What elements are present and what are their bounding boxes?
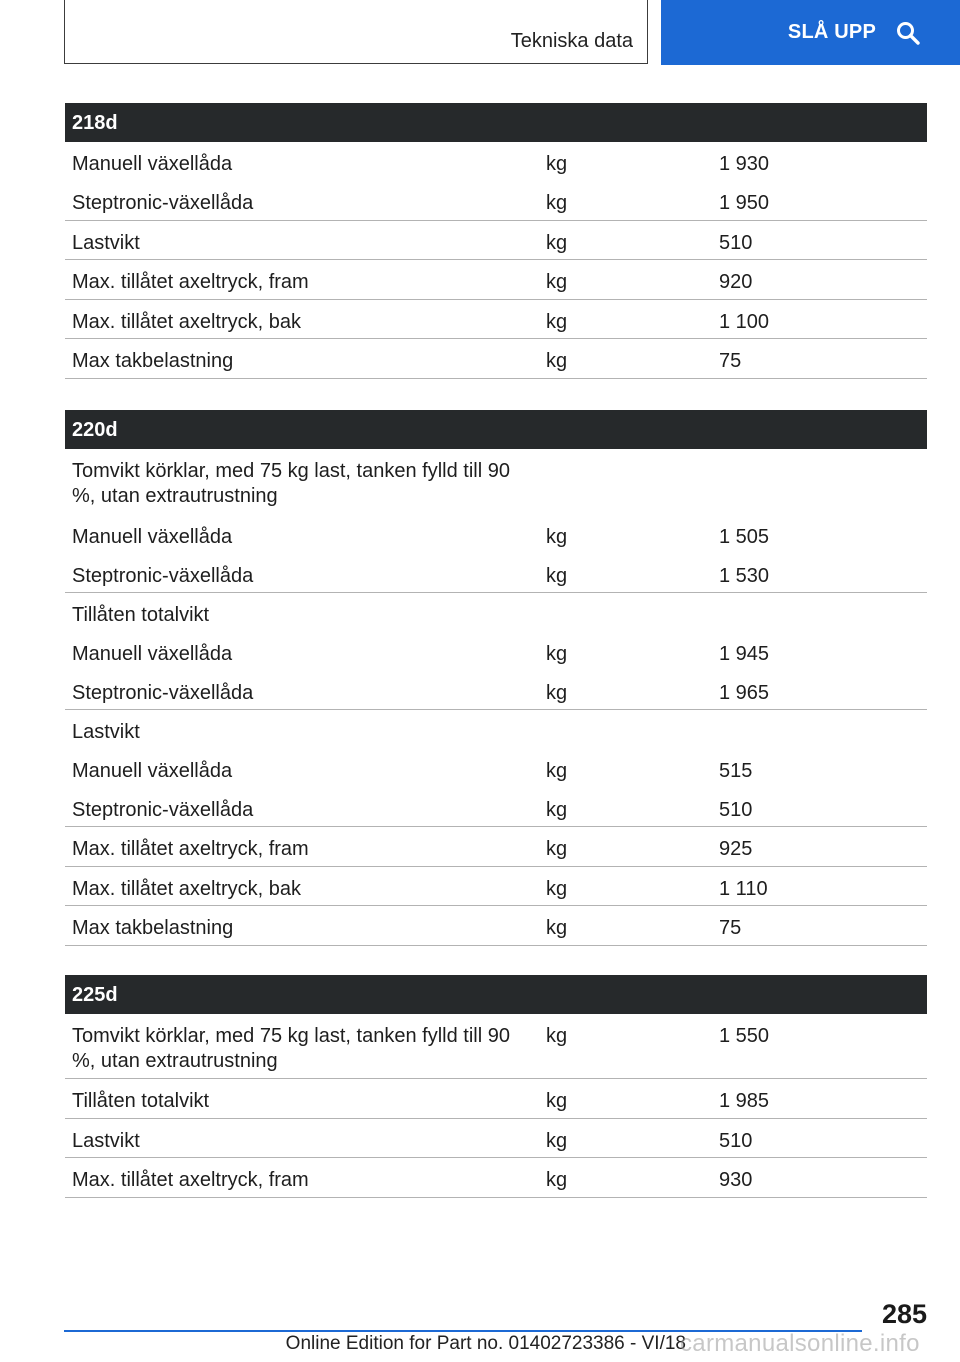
table-row xyxy=(65,867,927,906)
row-unit: kg xyxy=(546,682,568,704)
section-title: 225d xyxy=(65,975,927,1014)
row-value: 515 xyxy=(719,760,753,782)
row-label: Max takbelastning xyxy=(72,917,234,939)
row-label: Tillåten totalvikt xyxy=(72,604,210,626)
table-row xyxy=(65,260,927,300)
table-row xyxy=(65,339,927,379)
row-unit: kg xyxy=(546,311,568,333)
row-unit: kg xyxy=(546,565,568,587)
table-row xyxy=(65,142,927,181)
row-unit: kg xyxy=(546,1169,568,1191)
page-number: 285 xyxy=(882,1299,928,1329)
table-row xyxy=(65,710,927,749)
row-label: Manuell växellåda xyxy=(72,760,233,782)
row-value: 1 505 xyxy=(719,526,770,548)
watermark: carmanualsonline.info xyxy=(680,1330,920,1357)
table-row xyxy=(65,1158,927,1198)
row-label: Max. tillåtet axeltryck, fram xyxy=(72,271,309,293)
row-value: 930 xyxy=(719,1169,753,1191)
row-unit: kg xyxy=(546,153,568,175)
row-label: Max takbelastning xyxy=(72,350,234,372)
row-label: Tillåten totalvikt xyxy=(72,1090,210,1112)
row-unit: kg xyxy=(546,232,568,254)
table-row xyxy=(65,515,927,554)
row-unit: kg xyxy=(546,350,568,372)
row-unit: kg xyxy=(546,760,568,782)
row-unit: kg xyxy=(546,526,568,548)
table-row xyxy=(65,671,927,710)
row-label: Lastvikt xyxy=(72,721,140,743)
table-row xyxy=(65,788,927,827)
row-unit: kg xyxy=(546,1090,568,1112)
edition-text: Online Edition for Part no. 01402723386 - VI/18 xyxy=(285,1333,686,1354)
row-unit: kg xyxy=(546,878,568,900)
table-row xyxy=(65,300,927,339)
row-unit: kg xyxy=(546,1130,568,1152)
header-title: Tekniska data xyxy=(510,30,633,52)
table-row xyxy=(65,181,927,221)
lookup-button-label: SLÅ UPP xyxy=(787,21,876,43)
row-unit: kg xyxy=(546,838,568,860)
row-unit: kg xyxy=(546,1025,568,1047)
table-row xyxy=(65,1014,927,1079)
row-value: 75 xyxy=(719,350,742,372)
table-row xyxy=(65,449,927,515)
table-row xyxy=(65,906,927,946)
table-row xyxy=(65,749,927,788)
table-row xyxy=(65,632,927,671)
row-label: Tomvikt körklar, med 75 kg last, tanken fylld till 90 %, utan extrautrustning xyxy=(72,1025,510,1072)
row-label: Steptronic-växellåda xyxy=(72,192,254,214)
header-box xyxy=(64,0,648,64)
row-unit: kg xyxy=(546,917,568,939)
search-icon xyxy=(896,21,920,45)
table-row xyxy=(65,554,927,593)
row-label: Max. tillåtet axeltryck, fram xyxy=(72,838,309,860)
row-value: 1 530 xyxy=(719,565,770,587)
row-label: Manuell växellåda xyxy=(72,153,233,175)
row-value: 510 xyxy=(719,799,753,821)
table-row xyxy=(65,1119,927,1158)
section-218d xyxy=(65,103,927,379)
table-row xyxy=(65,221,927,260)
row-unit: kg xyxy=(546,192,568,214)
row-label: Max. tillåtet axeltryck, fram xyxy=(72,1169,309,1191)
section-title: 218d xyxy=(65,103,927,142)
row-label: Manuell växellåda xyxy=(72,643,233,665)
table-row xyxy=(65,827,927,867)
section-225d xyxy=(65,975,927,1198)
row-unit: kg xyxy=(546,799,568,821)
row-value: 1 100 xyxy=(719,311,770,333)
table-row xyxy=(65,593,927,632)
row-value: 1 965 xyxy=(719,682,770,704)
section-title: 220d xyxy=(65,410,927,449)
lookup-button[interactable] xyxy=(661,0,960,65)
row-value: 925 xyxy=(719,838,753,860)
table-row xyxy=(65,1079,927,1119)
row-label: Tomvikt körklar, med 75 kg last, tanken fylld till 90 %, utan extrautrustning xyxy=(72,460,510,507)
section-220d xyxy=(65,410,927,946)
row-label: Steptronic-växellåda xyxy=(72,799,254,821)
row-unit: kg xyxy=(546,643,568,665)
row-value: 1 945 xyxy=(719,643,770,665)
row-value: 1 985 xyxy=(719,1090,770,1112)
row-value: 1 110 xyxy=(719,878,768,900)
row-value: 510 xyxy=(719,1130,753,1152)
row-label: Max. tillåtet axeltryck, bak xyxy=(72,311,301,333)
row-value: 1 930 xyxy=(719,153,770,175)
row-value: 75 xyxy=(719,917,742,939)
row-label: Steptronic-växellåda xyxy=(72,682,254,704)
row-label: Manuell växellåda xyxy=(72,526,233,548)
row-label: Max. tillåtet axeltryck, bak xyxy=(72,878,301,900)
row-label: Lastvikt xyxy=(72,232,140,254)
row-value: 510 xyxy=(719,232,753,254)
row-value: 1 550 xyxy=(719,1025,770,1047)
row-label: Steptronic-växellåda xyxy=(72,565,254,587)
row-label: Lastvikt xyxy=(72,1130,140,1152)
row-value: 1 950 xyxy=(719,192,770,214)
row-unit: kg xyxy=(546,271,568,293)
row-value: 920 xyxy=(719,271,753,293)
